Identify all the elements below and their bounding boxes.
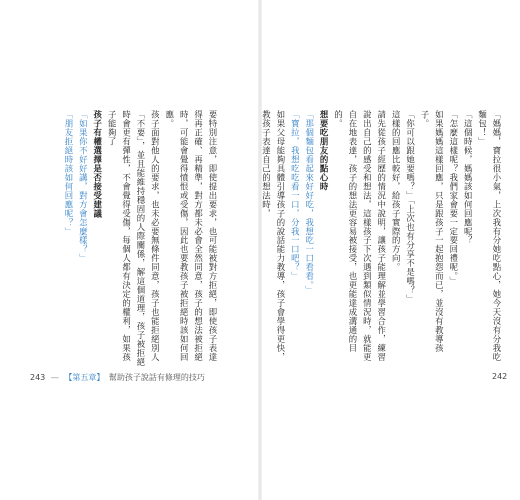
- paragraph: 孩子面對他人的要求，也未必要無條件同意，孩子也能拒絕別人「不要」，並且能維持穩固的人際關係，解這個道理，孩子被拒絕時會更有彈性，不會覺得受傷，每個人都有決定的權利，如果孩子能夠了: [107, 110, 161, 367]
- paragraph: 這樣的回應比較好，給孩子實際的方向。: [391, 110, 402, 272]
- paragraph: 如果媽媽這樣回應，只是跟孩子一起抱怨而已，並沒有教導孩子。: [419, 110, 445, 353]
- section-heading: 孩子有權選擇是否接受建議: [92, 110, 103, 218]
- paragraph: 「這個時候，媽媽該如何回應呢？: [463, 110, 474, 245]
- blue-quote: 「那個麵包看起來好好吃，我想吃一口看看。」: [304, 110, 315, 295]
- paragraph: 請先從孩子經歷的情況中說明，讓孩子能理解並學習合作，練習說出自己的感受和想法，這樣孩子下次遇到類似情況時，就能更自在地表達，孩子的想法更容易被接受，也更能達成溝通的目的。: [333, 110, 387, 362]
- left-page-footer: [30, 372, 205, 383]
- paragraph: 如果父母能夠具體引導孩子的說話能力教導，孩子會學得更快，教孩子表達自己的想法時，: [261, 110, 286, 362]
- left-page: [0, 0, 258, 500]
- left-page-text: [63, 110, 220, 368]
- chapter-tag: 【第五章】: [64, 373, 105, 382]
- chapter-title: 幫助孩子說話有條理的技巧: [108, 373, 205, 382]
- section-heading: 想要吃朋友的點心時: [319, 110, 330, 191]
- right-page: [262, 0, 520, 500]
- paragraph: 「媽媽，寶拉很小氣，上次我有分她吃點心，她今天沒有分我吃麵包！」: [477, 110, 502, 362]
- blue-quote: 「如果你不好好講，對方會怎麼樣？」: [78, 110, 89, 263]
- page-number: 243: [30, 373, 46, 382]
- right-page-footer: [492, 372, 507, 381]
- blue-quote: 「寶拉，我想吃吃看一口，分我一口吧？」: [290, 110, 301, 281]
- paragraph: 「怎麼這樣呢？我們家會要一定要回禮呢。」: [448, 110, 459, 286]
- folio-dash: —: [50, 373, 59, 382]
- page-number: 242: [492, 372, 508, 381]
- right-page-text: [261, 110, 504, 368]
- blue-quote: 「朋友拒絕時該如何回應呢？」: [63, 110, 74, 236]
- paragraph: 要特別注意，即使提出要求，也可能被對方拒絕，即使孩子表達得再正確、再精準，對方都未必會全然同意，孩子的想法被拒絕時，可能會覺得憤恨或受傷，因此也要教孩子被拒絕時該如何回應。: [164, 110, 218, 362]
- paragraph: 「你可以跟她要嗎？」「上次也有分享不是嗎？」: [405, 110, 416, 304]
